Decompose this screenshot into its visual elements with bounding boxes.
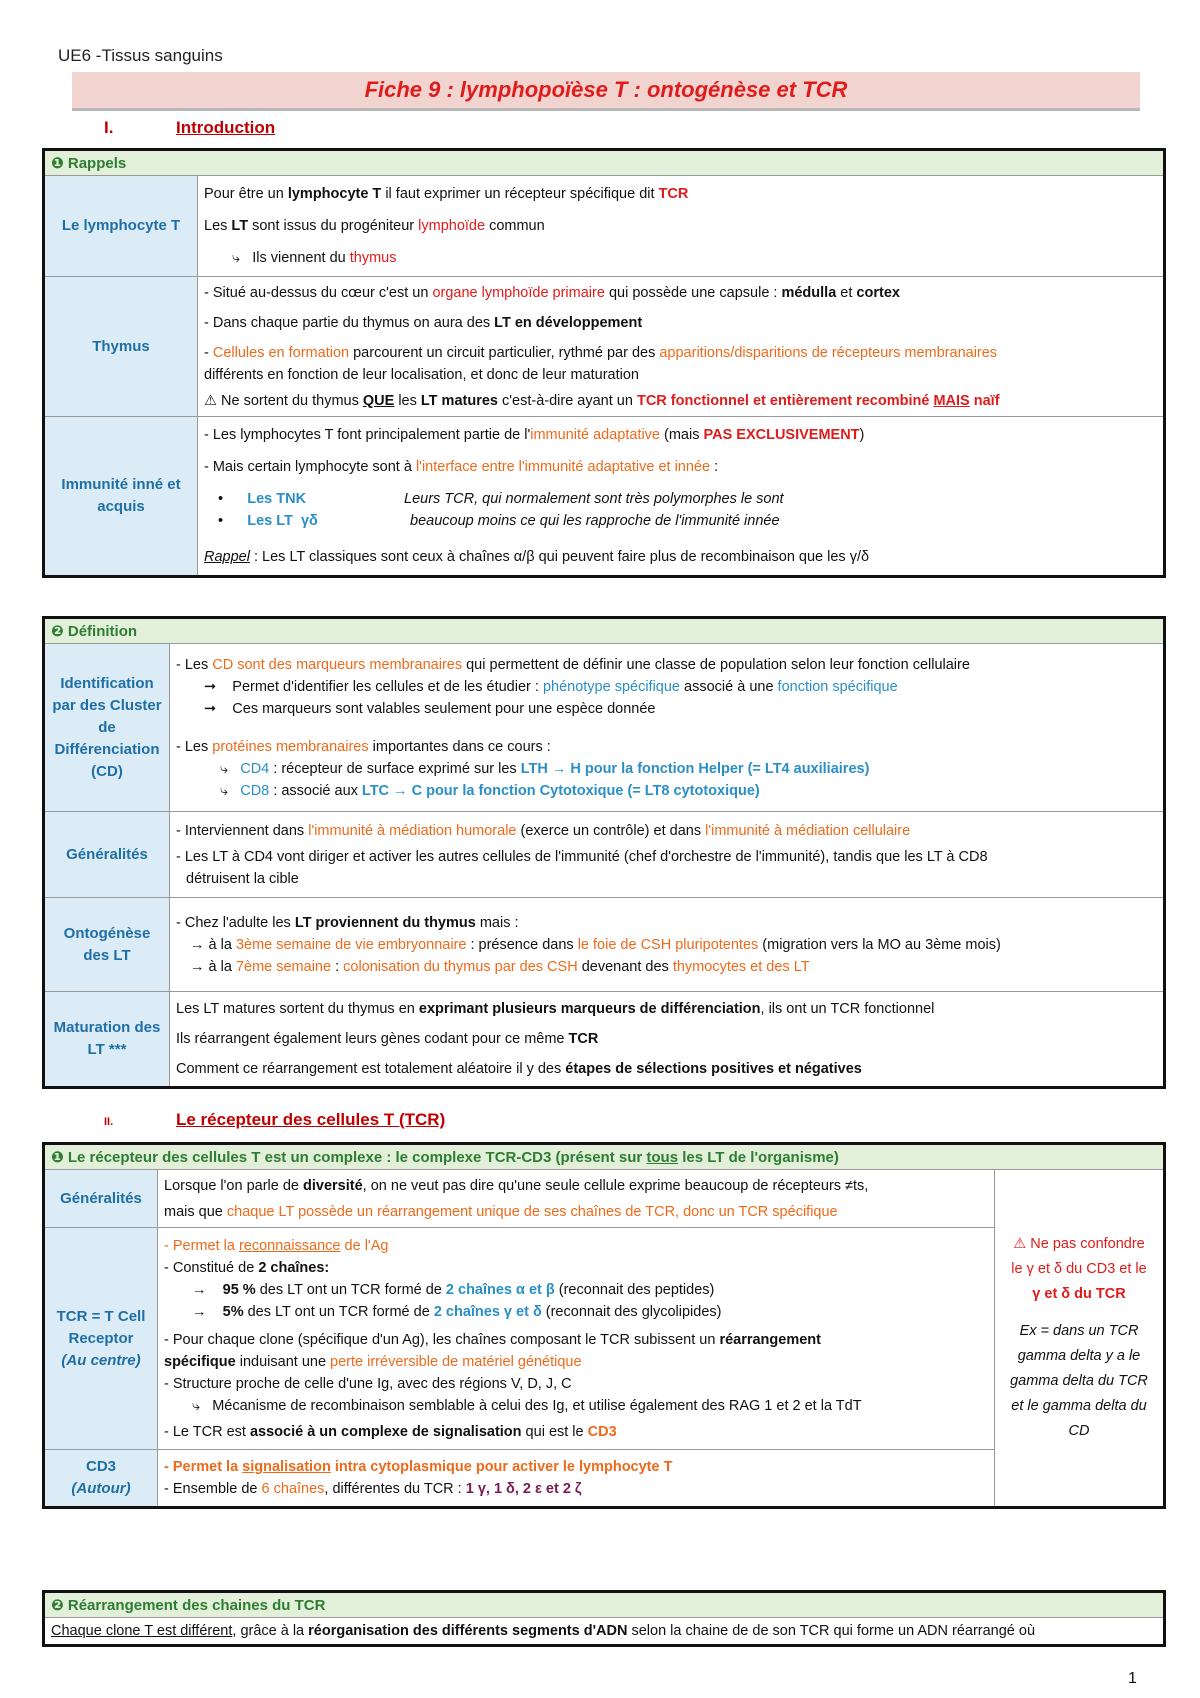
row-ontogenese: - Chez l'adulte les LT proviennent du thymus mais : → à la 3ème semaine de vie embryonnaire : présence dans le foie de CSH pluripotentes (migration vers la MO au 3ème mois) → à la 7ème semaine : colonisation du thymus par des CSH devenant des thymocytes et des LT xyxy=(170,898,1165,992)
section-title-1: I. Introduction xyxy=(104,118,276,137)
rappels-table xyxy=(42,148,1166,578)
definition-header: ❷ Définition xyxy=(44,618,1165,644)
tcr-header: ❶ Le récepteur des cellules T est un complexe : le complexe TCR-CD3 (présent sur tous les LT de l'organisme) xyxy=(44,1144,1165,1170)
warning-cell: ⚠ Ne pas confondre le γ et δ du CD3 et le γ et δ du TCR Ex = dans un TCR gamma delta y a le gamma delta du TCR et le gamma delta du CD xyxy=(995,1170,1165,1508)
row-label-tcr-generalites: Généralités xyxy=(44,1170,158,1228)
row-label-tcr: TCR = T Cell Receptor (Au centre) xyxy=(44,1228,158,1450)
arrow-icon: → xyxy=(192,1303,207,1320)
row-maturation: Les LT matures sortent du thymus en exprimant plusieurs marqueurs de différenciation, ils ont un TCR fonctionnel Ils réarrangent également leurs gènes codant pour ce même TCR Comment ce réarrangement est totalement aléatoire il y des étapes de sélections positives et négatives xyxy=(170,992,1165,1088)
row-identification: - Les CD sont des marqueurs membranaires qui permettent de définir une classe de population selon leur fonction cellulaire ➞ Permet d'identifier les cellules et de les étudier : phénotype spécifique associé à une fonction spécifique ➞ Ces marqueurs sont valables seulement pour une espèce donnée - Les protéines membranaires importantes dans ce cours : ⤷ CD4 : récepteur de surface exprimé sur les LTH → H pour la fonction Helper (= LT4 auxiliaires) ⤷ CD8 : associé aux LTC → C pour la fonction Cytotoxique (= LT8 cytotoxique) xyxy=(170,644,1165,812)
row-label-maturation: Maturation des LT *** xyxy=(44,992,170,1088)
arrow-icon: ⤷ xyxy=(232,250,241,266)
definition-table xyxy=(42,616,1166,1089)
page-number: 1 xyxy=(1128,1670,1137,1687)
row-rearrangement: Chaque clone T est différent, grâce à la réorganisation des différents segments d'ADN selon la chaine de de son TCR qui forme un ADN réarrangé où xyxy=(44,1618,1165,1646)
row-label-ontogenese: Ontogénèse des LT xyxy=(44,898,170,992)
arrow-icon: → xyxy=(192,1281,207,1298)
rearrangement-header: ❷ Réarrangement des chaines du TCR xyxy=(44,1592,1165,1618)
arrow-icon: ➞ xyxy=(204,700,217,717)
row-generalites: - Interviennent dans l'immunité à médiation humorale (exerce un contrôle) et dans l'immunité à médiation cellulaire - Les LT à CD4 vont diriger et activer les autres cellules de l'immunité (chef d'orchestre de l'immunité), tandis que les LT à CD8 détruisent la cible xyxy=(170,812,1165,898)
rearrangement-table xyxy=(42,1590,1166,1647)
arrow-icon: ➞ xyxy=(204,678,217,695)
row-immunite: - Les lymphocytes T font principalement partie de l'immunité adaptative (mais PAS EXCLUSIVEMENT) - Mais certain lymphocyte sont à l'interface entre l'immunité adaptative et innée : • Les TNK • Les LT γδ Leurs TCR, qui normalement sont très polymorphes le sont beaucoup moins ce qui les rapproche de l'immunité innée Rappel : Les LT classiques sont ceux à chaînes α/β qui peuvent faire plus de recombinaison que les γ/δ xyxy=(198,417,1165,577)
row-label-generalites: Généralités xyxy=(44,812,170,898)
arrow-icon: ⤷ xyxy=(192,1397,201,1414)
row-tcr-generalites: Lorsque l'on parle de diversité, on ne veut pas dire qu'une seule cellule exprime beaucoup de récepteurs ≠ts, mais que chaque LT possède un réarrangement unique de ses chaînes de TCR, donc un TCR spécifique xyxy=(158,1170,995,1228)
row-label-immunite: Immunité inné et acquis xyxy=(44,417,198,577)
row-label-cd3: CD3 (Autour) xyxy=(44,1450,158,1508)
row-label-thymus: Thymus xyxy=(44,277,198,417)
row-lymphocyte: Pour être un lymphocyte T il faut exprimer un récepteur spécifique dit TCR Les LT sont issus du progéniteur lymphoïde commun ⤷ Ils viennent du thymus xyxy=(198,176,1165,277)
section-title-2: II. Le récepteur des cellules T (TCR) xyxy=(104,1110,446,1129)
page-title: Fiche 9 : lymphopoïèse T : ontogénèse et TCR xyxy=(72,72,1140,111)
rappels-header: ❶ Rappels xyxy=(44,150,1165,176)
row-thymus: - Situé au-dessus du cœur c'est un organe lymphoïde primaire qui possède une capsule : médulla et cortex - Dans chaque partie du thymus on aura des LT en développement - Cellules en formation parcourent un circuit particulier, rythmé par des apparitions/disparitions de récepteurs membranaires différents en fonction de leur localisation, et donc de leur maturation ⚠ Ne sortent du thymus QUE les LT matures c'est-à-dire ayant un TCR fonctionnel et entièrement recombiné MAIS naïf xyxy=(198,277,1165,417)
document-header: UE6 -Tissus sanguins xyxy=(58,46,223,65)
row-tcr: - Permet la reconnaissance de l'Ag - Constitué de 2 chaînes: → 95 % des LT ont un TCR formé de 2 chaînes α et β (reconnait des peptides) → 5% des LT ont un TCR formé de 2 chaînes γ et δ (reconnait des glycolipides) - Pour chaque clone (spécifique d'un Ag), les chaînes composant le TCR subissent un réarrangement spécifique induisant une perte irréversible de matériel génétique - Structure proche de celle d'une Ig, avec des régions V, D, J, C ⤷ Mécanisme de recombinaison semblable à celui des Ig, et utilise également des RAG 1 et 2 et la TdT - Le TCR est associé à un complexe de signalisation qui est le CD3 xyxy=(158,1228,995,1450)
row-cd3: - Permet la signalisation intra cytoplasmique pour activer le lymphocyte T - Ensemble de 6 chaînes, différentes du TCR : 1 γ, 1 δ, 2 ε et 2 ζ xyxy=(158,1450,995,1508)
row-label-identification: Identification par des Cluster de Différenciation (CD) xyxy=(44,644,170,812)
arrow-icon: ⤷ xyxy=(220,760,229,777)
row-label-lymphocyte: Le lymphocyte T xyxy=(44,176,198,277)
tcr-table xyxy=(42,1142,1166,1509)
arrow-icon: ⤷ xyxy=(220,782,229,799)
